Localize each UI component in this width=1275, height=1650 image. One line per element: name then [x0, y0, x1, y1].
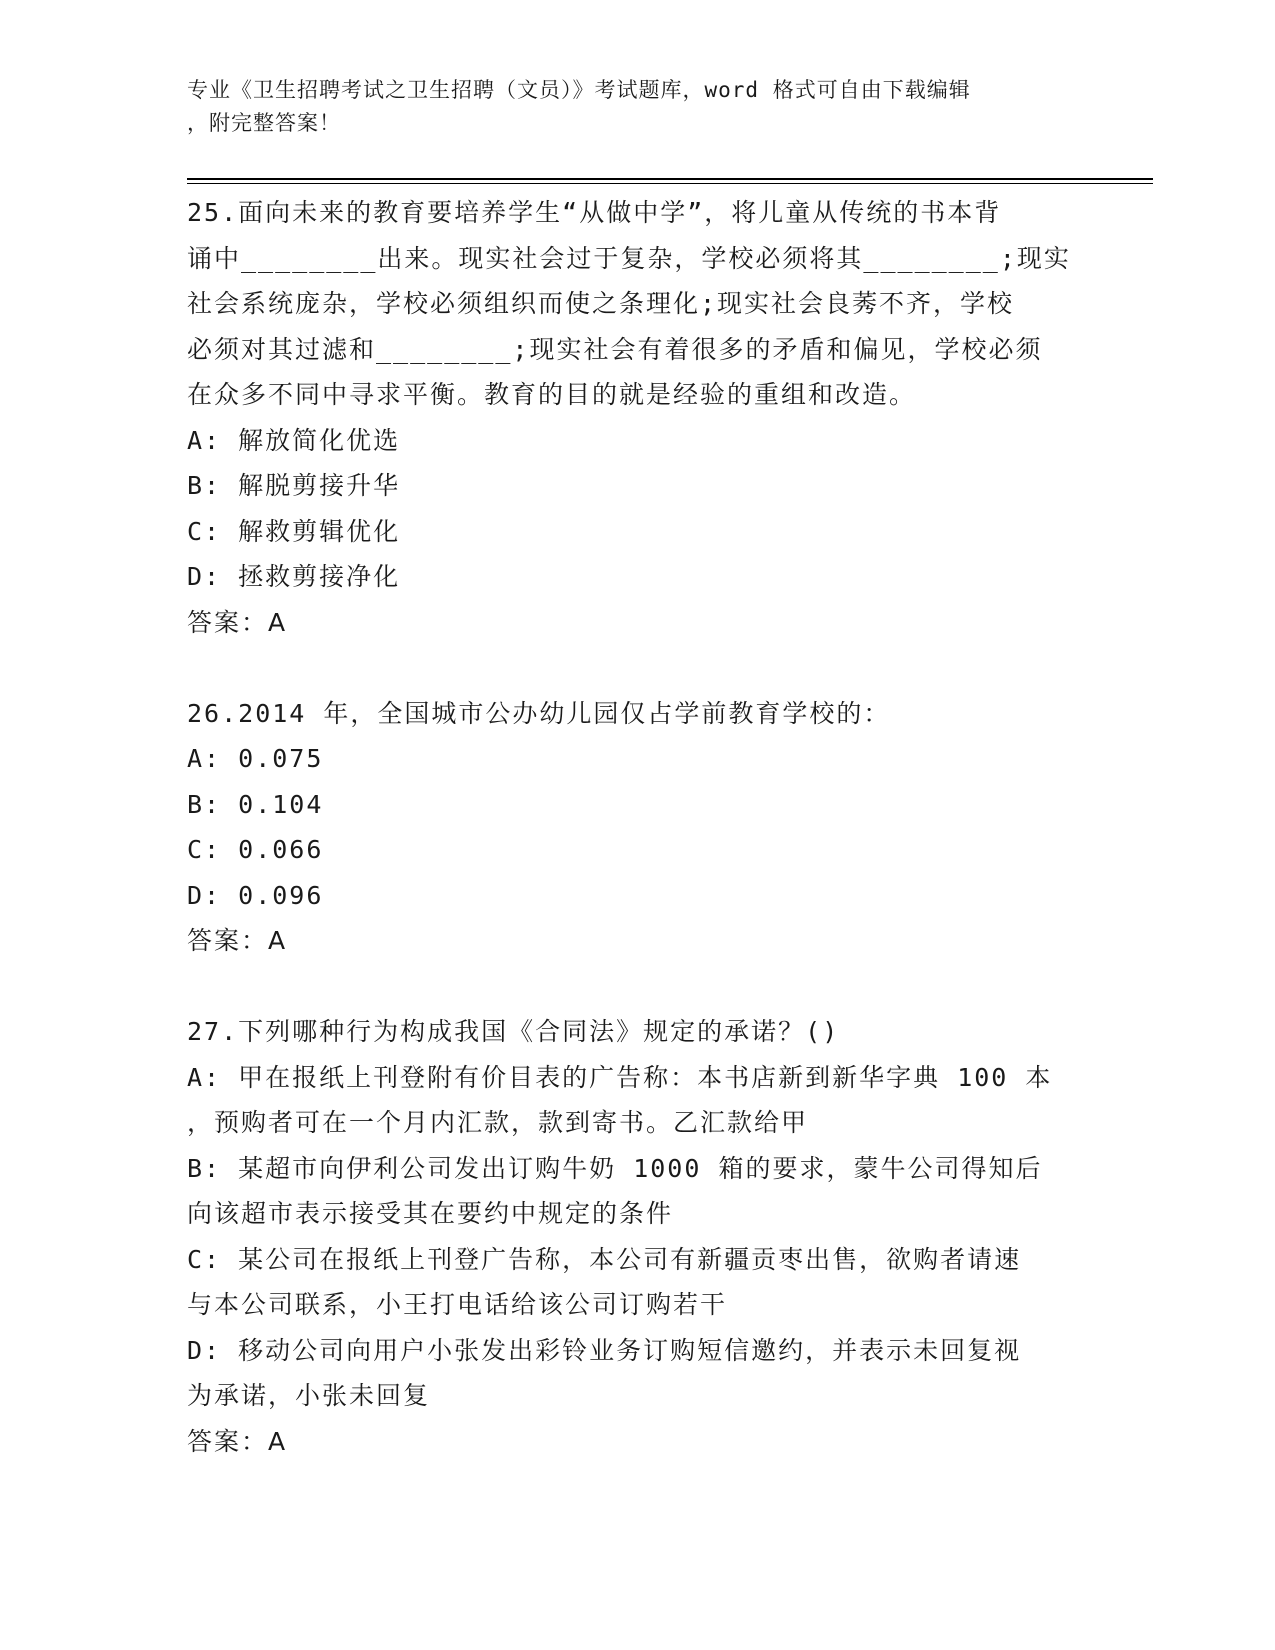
- header-line-2: ，附完整答案！: [187, 111, 341, 135]
- question-spacer: [187, 964, 1087, 1010]
- answer-line: 答案：A: [187, 607, 288, 637]
- header-divider-thin: [187, 183, 1153, 184]
- option-d: D: 0.096: [187, 880, 324, 910]
- question-stem-line: 在众多不同中寻求平衡。教育的目的就是经验的重组和改造。: [187, 380, 917, 409]
- question-stem-line: 27.下列哪种行为构成我国《合同法》规定的承诺？(): [187, 1017, 840, 1046]
- option-c: C: 解救剪辑优化: [187, 516, 401, 546]
- option-b: B: 解脱剪接升华: [187, 471, 401, 500]
- question-stem-line: 必须对其过滤和________;现实社会有着很多的矛盾和偏见，学校必须: [187, 334, 1043, 364]
- question-26: [187, 691, 1087, 964]
- option-d-continued: 为承诺，小张未回复: [187, 1381, 431, 1410]
- option-b-continued: 向该超市表示接受其在要约中规定的条件: [187, 1199, 674, 1228]
- option-a: A: 甲在报纸上刊登附有价目表的广告称：本书店新到新华字典 100 本: [187, 1062, 1053, 1092]
- question-spacer: [187, 645, 1087, 691]
- question-list: [187, 190, 1087, 1464]
- option-c-continued: 与本公司联系，小王打电话给该公司订购若干: [187, 1290, 728, 1319]
- answer-line: 答案：A: [187, 926, 288, 955]
- header-divider-thick: [187, 178, 1153, 180]
- header-line-1: 专业《卫生招聘考试之卫生招聘（文员）》考试题库，word 格式可自由下载编辑: [187, 78, 971, 102]
- option-c: C: 某公司在报纸上刊登广告称，本公司有新疆贡枣出售，欲购者请速: [187, 1244, 1022, 1274]
- option-d: D: 移动公司向用户小张发出彩铃业务订购短信邀约，并表示未回复视: [187, 1335, 1022, 1365]
- option-a-continued: ，预购者可在一个月内汇款，款到寄书。乙汇款给甲: [187, 1108, 809, 1137]
- question-27: [187, 1009, 1087, 1464]
- document-header: [187, 74, 1077, 140]
- question-25: [187, 190, 1087, 645]
- option-a: A: 解放简化优选: [187, 425, 401, 455]
- question-stem-line: 社会系统庞杂，学校必须组织而使之条理化;现实社会良莠不齐，学校: [187, 289, 1015, 318]
- option-b: B: 0.104: [187, 789, 324, 819]
- question-stem-line: 26.2014 年，全国城市公办幼儿园仅占学前教育学校的：: [187, 698, 891, 728]
- question-stem-line: 诵中________出来。现实社会过于复杂，学校必须将其________;现实: [187, 243, 1071, 273]
- option-a: A: 0.075: [187, 744, 324, 773]
- answer-line: 答案：A: [187, 1426, 288, 1456]
- option-c: C: 0.066: [187, 835, 324, 864]
- option-d: D: 拯救剪接净化: [187, 562, 401, 591]
- option-b: B: 某超市向伊利公司发出订购牛奶 1000 箱的要求，蒙牛公司得知后: [187, 1153, 1043, 1183]
- question-stem-line: 25.面向未来的教育要培养学生“从做中学”，将儿童从传统的书本背: [187, 198, 1002, 227]
